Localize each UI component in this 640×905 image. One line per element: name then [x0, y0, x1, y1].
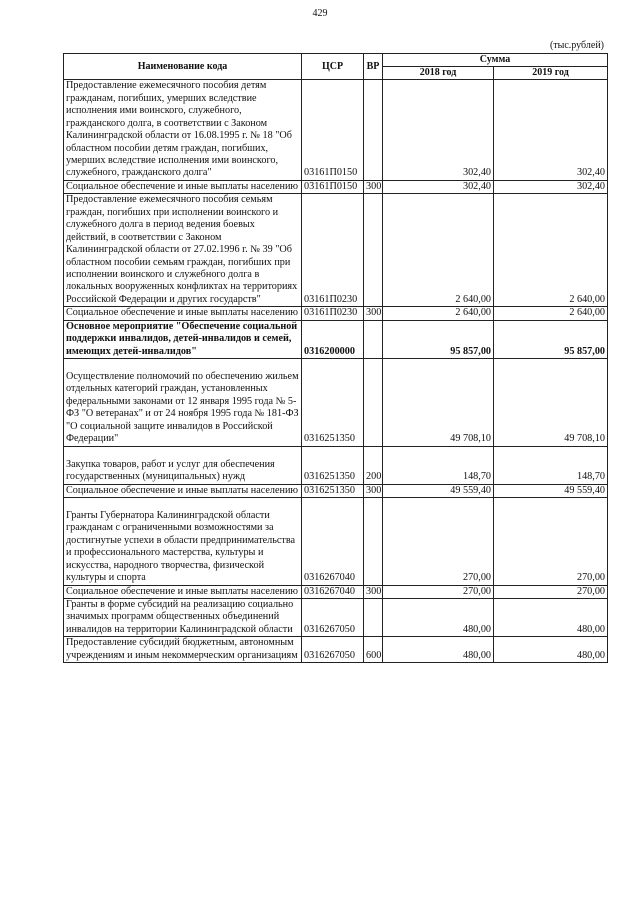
- row-sum-2019-cell: 480,00: [494, 637, 608, 663]
- row-code-cell: 03161П0150: [302, 80, 364, 181]
- row-sum-2018-cell: 49 708,10: [383, 359, 494, 447]
- row-name-cell: Основное мероприятие "Обеспечение социальной поддержки инвалидов, детей-инвалидов и семей, имеющих детей-инвалидов": [64, 320, 302, 358]
- row-sum-2019-cell: 2 640,00: [494, 307, 608, 320]
- row-code-cell: 0316251350: [302, 484, 364, 497]
- row-name-cell: Осуществление полномочий по обеспечению жильем отдельных категорий граждан, установленных федеральными законами от 12 января 1995 года № 5-ФЗ "О ветеранах" и от 24 ноября 1995 года № 181-ФЗ "О социальной защите инвалидов в Российской Федерации": [64, 359, 302, 447]
- header-name: Наименование кода: [64, 54, 302, 80]
- row-vr-cell: [364, 359, 383, 447]
- table-row: [64, 359, 608, 447]
- row-vr-cell: 300: [364, 180, 383, 193]
- row-sum-2018-cell: 302,40: [383, 180, 494, 193]
- row-code-cell: 0316251350: [302, 446, 364, 484]
- row-name-cell: Социальное обеспечение и иные выплаты населению: [64, 180, 302, 193]
- row-sum-2018-cell: 148,70: [383, 446, 494, 484]
- row-code-cell: 03161П0230: [302, 194, 364, 307]
- row-sum-2018-cell: 95 857,00: [383, 320, 494, 358]
- table-row: [64, 194, 608, 307]
- row-code-cell: 03161П0230: [302, 307, 364, 320]
- table-row: [64, 599, 608, 637]
- row-sum-2019-cell: 302,40: [494, 80, 608, 181]
- units-label: (тыс.рублей): [549, 40, 604, 51]
- row-name-cell: Гранты Губернатора Калининградской области гражданам с ограниченными возможностями за достигнутые успехи в области предпринимательства и профессионального мастерства, культуры и искусства, народного творчества, физической культуры и спорта: [64, 497, 302, 585]
- table-row: [64, 497, 608, 585]
- row-name-cell: Гранты в форме субсидий на реализацию социально значимых программ общественных объединений инвалидов на территории Калининградской области: [64, 599, 302, 637]
- row-vr-cell: [364, 599, 383, 637]
- header-code: ЦСР: [302, 54, 364, 80]
- row-vr-cell: [364, 194, 383, 307]
- header-vr: ВР: [364, 54, 383, 80]
- row-code-cell: 03161П0150: [302, 180, 364, 193]
- row-name-cell: Социальное обеспечение и иные выплаты населению: [64, 484, 302, 497]
- row-code-cell: 0316267050: [302, 637, 364, 663]
- row-sum-2019-cell: 49 559,40: [494, 484, 608, 497]
- row-sum-2018-cell: 480,00: [383, 599, 494, 637]
- table-row: [64, 80, 608, 181]
- row-sum-2018-cell: 302,40: [383, 80, 494, 181]
- row-sum-2019-cell: 148,70: [494, 446, 608, 484]
- row-name-cell: Социальное обеспечение и иные выплаты населению: [64, 585, 302, 598]
- row-sum-2019-cell: 95 857,00: [494, 320, 608, 358]
- row-sum-2018-cell: 2 640,00: [383, 194, 494, 307]
- row-code-cell: 0316200000: [302, 320, 364, 358]
- row-sum-2019-cell: 49 708,10: [494, 359, 608, 447]
- row-code-cell: 0316267040: [302, 497, 364, 585]
- row-vr-cell: [364, 320, 383, 358]
- table-row: [64, 484, 608, 497]
- row-vr-cell: 200: [364, 446, 383, 484]
- budget-table: [63, 53, 608, 663]
- table-row: [64, 180, 608, 193]
- row-vr-cell: 300: [364, 585, 383, 598]
- page-number: 429: [312, 8, 328, 19]
- row-sum-2018-cell: 270,00: [383, 497, 494, 585]
- table-row: [64, 585, 608, 598]
- header-year-2018: 2018 год: [383, 67, 494, 80]
- table-row: [64, 320, 608, 358]
- table-row: [64, 637, 608, 663]
- row-vr-cell: 600: [364, 637, 383, 663]
- row-vr-cell: [364, 80, 383, 181]
- row-code-cell: 0316267050: [302, 599, 364, 637]
- table-row: [64, 307, 608, 320]
- row-vr-cell: 300: [364, 307, 383, 320]
- header-sum: Сумма: [383, 54, 608, 67]
- table-row: [64, 446, 608, 484]
- row-sum-2018-cell: 2 640,00: [383, 307, 494, 320]
- row-sum-2019-cell: 302,40: [494, 180, 608, 193]
- row-sum-2018-cell: 270,00: [383, 585, 494, 598]
- header-year-2019: 2019 год: [494, 67, 608, 80]
- row-name-cell: Предоставление ежемесячного пособия семьям граждан, погибших при исполнении воинского и служебного долга в период ведения боевых действий, в соответствии с Законом Калининградской области от 27.02.1996 г. № 39 "Об областном пособии семьям граждан, погибших при исполнении воинского и служебного долга в локальных вооруженных конфликтах на территориях Российской Федерации и других государств": [64, 194, 302, 307]
- row-vr-cell: 300: [364, 484, 383, 497]
- row-name-cell: Предоставление субсидий бюджетным, автономным учреждениям и иным некоммерческим организациям: [64, 637, 302, 663]
- row-sum-2019-cell: 480,00: [494, 599, 608, 637]
- row-sum-2018-cell: 49 559,40: [383, 484, 494, 497]
- row-sum-2019-cell: 270,00: [494, 497, 608, 585]
- row-sum-2019-cell: 270,00: [494, 585, 608, 598]
- row-sum-2019-cell: 2 640,00: [494, 194, 608, 307]
- row-name-cell: Предоставление ежемесячного пособия детям гражданам, погибших, умерших вследствие исполнения ими воинского, служебного, гражданского долга, в соответствии с Законом Калининградской области от 16.08.1995 г. № 18 "Об областном пособии детям граждан, погибших, умерших вследствие исполнения ими воинского, служебного, гражданского долга": [64, 80, 302, 181]
- row-name-cell: Закупка товаров, работ и услуг для обеспечения государственных (муниципальных) нужд: [64, 446, 302, 484]
- row-code-cell: 0316251350: [302, 359, 364, 447]
- row-sum-2018-cell: 480,00: [383, 637, 494, 663]
- row-code-cell: 0316267040: [302, 585, 364, 598]
- row-name-cell: Социальное обеспечение и иные выплаты населению: [64, 307, 302, 320]
- row-vr-cell: [364, 497, 383, 585]
